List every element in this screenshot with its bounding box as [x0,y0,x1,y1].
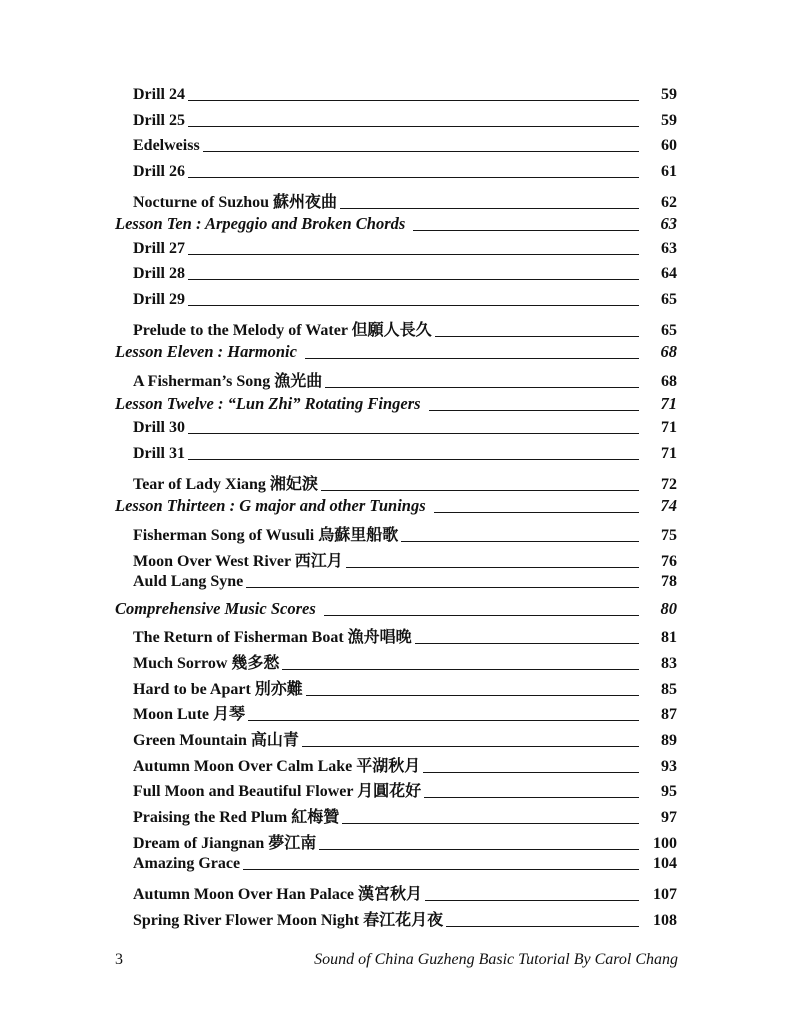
toc-entry-label: Spring River Flower Moon Night 春江花月夜 [133,911,444,929]
toc-entry-label: Amazing Grace [133,855,241,873]
toc-entry [115,753,677,779]
toc-page-number: 74 [660,496,677,516]
toc-entry [115,881,677,907]
toc-leader-line [446,926,639,927]
toc-page-number: 72 [661,475,677,493]
toc-entry-label: Nocturne of Suzhou 蘇州夜曲 [133,193,338,211]
toc-entry-label: Drill 29 [133,291,185,309]
toc-page-number: 97 [661,808,677,826]
toc-entry-label: Drill 31 [133,444,185,462]
toc-entry-label: Much Sorrow 幾多愁 [133,655,280,673]
toc-entry [115,214,677,240]
toc-leader-line [203,151,639,152]
toc-entry-label: Drill 25 [133,111,185,129]
toc-leader-line [423,772,639,773]
toc-entry-label: Drill 28 [133,265,185,283]
toc-entry-label: Moon Lute 月琴 [133,706,246,724]
toc-page-number: 65 [661,291,677,309]
toc-leader-line [435,336,639,337]
toc-page-number: 108 [653,911,677,929]
toc-entry-label: Autumn Moon Over Han Palace 漢宮秋月 [133,885,423,903]
toc-page-number: 59 [661,86,677,103]
toc-leader-line [302,746,639,747]
toc-entry-label: Lesson Ten : Arpeggio and Broken Chords [115,214,406,234]
toc-leader-line [282,669,639,670]
toc-page-number: 63 [661,239,677,257]
toc-entry [115,265,677,291]
toc-page-number: 62 [661,193,677,211]
toc-page-number: 107 [653,885,677,903]
toc-entry-label: Full Moon and Beautiful Flower 月圓花好 [133,783,422,801]
toc-entry [115,317,677,343]
toc-entry [115,855,677,881]
toc-leader-line [429,410,639,411]
toc-entry-label: Drill 30 [133,419,185,437]
toc-page-number: 80 [660,598,677,618]
toc-entry-label: Lesson Thirteen : G major and other Tunings [115,496,426,516]
toc-leader-line [425,900,639,901]
toc-page-number: 87 [661,706,677,724]
toc-page-number: 68 [661,373,677,391]
toc-entry [115,368,677,394]
toc-entry [115,727,677,753]
toc-entry-label: Lesson Twelve : “Lun Zhi” Rotating Fingers [115,393,421,413]
toc-entry-label: Tear of Lady Xiang 湘妃淚 [133,475,318,493]
toc-entry [115,804,677,830]
toc-entry [115,496,677,522]
toc-entry [115,830,677,856]
toc-entry-label: Drill 27 [133,239,185,257]
toc-page-number: 65 [661,321,677,339]
toc-page-number: 85 [661,680,677,698]
toc-entry-label: Lesson Eleven : Harmonic [115,342,297,362]
toc-leader-line [325,387,639,388]
toc-page-number: 95 [661,783,677,801]
toc-page-number: 63 [660,214,677,234]
toc-page-number: 100 [653,834,677,852]
toc-entry [115,394,677,420]
toc-leader-line [413,230,639,231]
toc-page-number: 75 [661,526,677,544]
toc-leader-line [346,567,639,568]
toc-page-number: 59 [661,111,677,129]
toc-entry [115,291,677,317]
toc-page-number: 81 [661,629,677,647]
toc-entry [115,419,677,445]
toc-leader-line [401,541,639,542]
toc-page-number: 93 [661,757,677,775]
toc-entry [115,240,677,266]
toc-page-number: 71 [660,393,677,413]
toc-leader-line [188,433,639,434]
toc-leader-line [188,459,639,460]
toc-entry-label: Hard to be Apart 別亦難 [133,680,303,698]
toc-entry-label: Autumn Moon Over Calm Lake 平湖秋月 [133,757,421,775]
toc-entry [115,342,677,368]
toc-page-number: 89 [661,732,677,750]
toc-leader-line [188,100,639,101]
toc-page-number: 71 [661,444,677,462]
toc-leader-line [246,587,639,588]
toc-entry-label: The Return of Fisherman Boat 漁舟唱晚 [133,629,412,647]
toc-entry [115,189,677,215]
toc-entry [115,599,677,625]
toc-page-number: 61 [661,162,677,180]
toc-page-number: 68 [660,342,677,362]
toc-entry [115,522,677,548]
toc-leader-line [324,615,639,616]
toc-entry-label: Green Mountain 高山青 [133,732,299,750]
toc-leader-line [342,823,639,824]
toc-leader-line [415,643,639,644]
toc-leader-line [319,849,639,850]
toc-entry-label: Auld Lang Syne [133,573,244,591]
toc-page-number: 104 [653,855,677,873]
toc-entry-label: Dream of Jiangnan 夢江南 [133,834,317,852]
page-footer [115,951,678,969]
toc-entry [115,548,677,574]
toc-page-number: 78 [661,573,677,591]
footer-credit: Sound of China Guzheng Basic Tutorial By Carol Chang [314,951,678,968]
toc-entry [115,650,677,676]
toc-entry-label: Comprehensive Music Scores [115,598,316,618]
toc-entry [115,163,677,189]
table-of-contents [115,86,677,932]
toc-leader-line [305,358,639,359]
toc-page-number: 60 [661,137,677,155]
toc-entry-label: Drill 26 [133,162,185,180]
toc-entry-label: Prelude to the Melody of Water 但願人長久 [133,321,432,339]
toc-leader-line [340,208,639,209]
toc-entry-label: Edelweiss [133,137,200,155]
toc-leader-line [188,177,639,178]
toc-entry [115,86,677,112]
toc-entry [115,471,677,497]
toc-leader-line [424,797,639,798]
toc-entry [115,624,677,650]
toc-leader-line [243,869,639,870]
toc-entry [115,573,677,599]
toc-entry-label: Fisherman Song of Wusuli 烏蘇里船歌 [133,526,399,544]
toc-leader-line [188,126,639,127]
toc-leader-line [321,490,639,491]
toc-leader-line [248,720,639,721]
toc-entry [115,676,677,702]
toc-entry-label: A Fisherman’s Song 漁光曲 [133,373,323,391]
toc-leader-line [306,695,639,696]
toc-entry-label: Moon Over West River 西江月 [133,552,343,570]
toc-entry-label: Praising the Red Plum 紅梅贊 [133,808,340,826]
toc-leader-line [188,254,639,255]
toc-leader-line [188,305,639,306]
toc-page-number: 71 [661,419,677,437]
toc-entry [115,112,677,138]
toc-page-number: 76 [661,552,677,570]
toc-page-number: 83 [661,655,677,673]
toc-entry [115,137,677,163]
toc-leader-line [188,279,639,280]
toc-leader-line [434,512,639,513]
toc-entry [115,907,677,933]
toc-page-number: 64 [661,265,677,283]
toc-entry [115,778,677,804]
toc-entry [115,445,677,471]
footer-page-number: 3 [115,951,123,968]
toc-entry-label: Drill 24 [133,86,185,103]
toc-entry [115,701,677,727]
